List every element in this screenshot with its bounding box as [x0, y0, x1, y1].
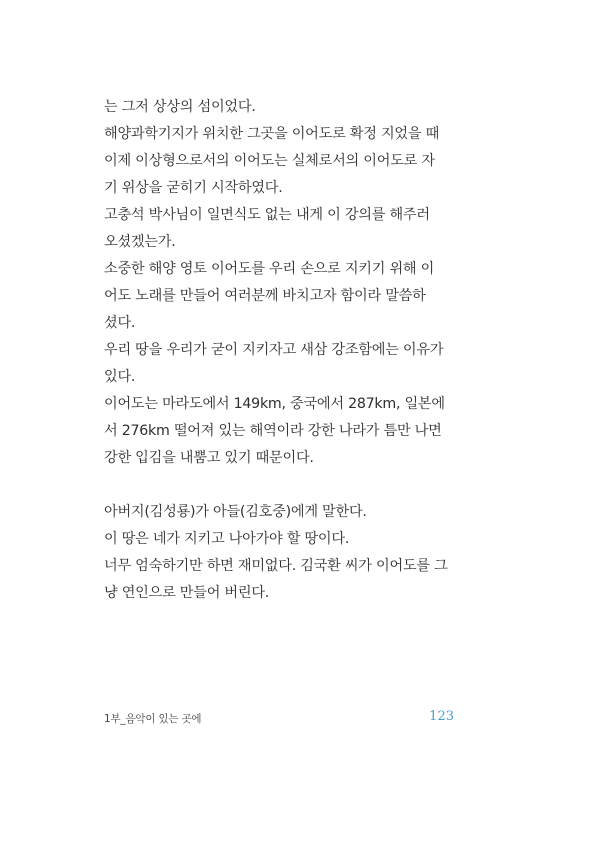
running-footer-section-title: 1부_음악이 있는 곳에 — [104, 713, 202, 725]
body-text — [104, 94, 474, 607]
text-line: 기 위상을 굳히기 시작하였다. — [104, 180, 283, 196]
text-line: 있다. — [104, 369, 136, 385]
text-line: 는 그저 상상의 섬이었다. — [104, 99, 256, 115]
text-line: 우리 땅을 우리가 굳이 지키자고 새삼 강조함에는 이유가 — [104, 342, 444, 358]
text-line: 너무 엄숙하기만 하면 재미없다. 김국환 씨가 이어도를 그 — [104, 558, 448, 574]
text-line: 아버지(김성룡)가 아들(김호중)에게 말한다. — [104, 504, 367, 520]
text-line: 서 276km 떨어져 있는 해역이라 강한 나라가 틈만 나면 — [104, 423, 442, 439]
text-line: 강한 입김을 내뿜고 있기 때문이다. — [104, 450, 314, 466]
text-line: 고충석 박사님이 일면식도 없는 내게 이 강의를 해주러 — [104, 207, 430, 223]
text-line: 어도 노래를 만들어 여러분께 바치고자 함이라 말씀하 — [104, 288, 426, 304]
paragraph-gap — [104, 472, 474, 499]
text-line: 셨다. — [104, 315, 136, 331]
text-line: 소중한 해양 영토 이어도를 우리 손으로 지키기 위해 이 — [104, 261, 435, 277]
text-line: 해양과학기지가 위치한 그곳을 이어도로 확정 지었을 때 — [104, 126, 440, 142]
text-line: 오셨겠는가. — [104, 234, 176, 250]
text-line: 이어도는 마라도에서 149km, 중국에서 287km, 일본에 — [104, 396, 445, 412]
page-number: 123 — [429, 709, 454, 724]
text-line: 냥 연인으로 만들어 버린다. — [104, 585, 270, 601]
text-line: 이제 이상형으로서의 이어도는 실체로서의 이어도로 자 — [104, 153, 435, 169]
text-line: 이 땅은 네가 지키고 나아가야 할 땅이다. — [104, 531, 350, 547]
